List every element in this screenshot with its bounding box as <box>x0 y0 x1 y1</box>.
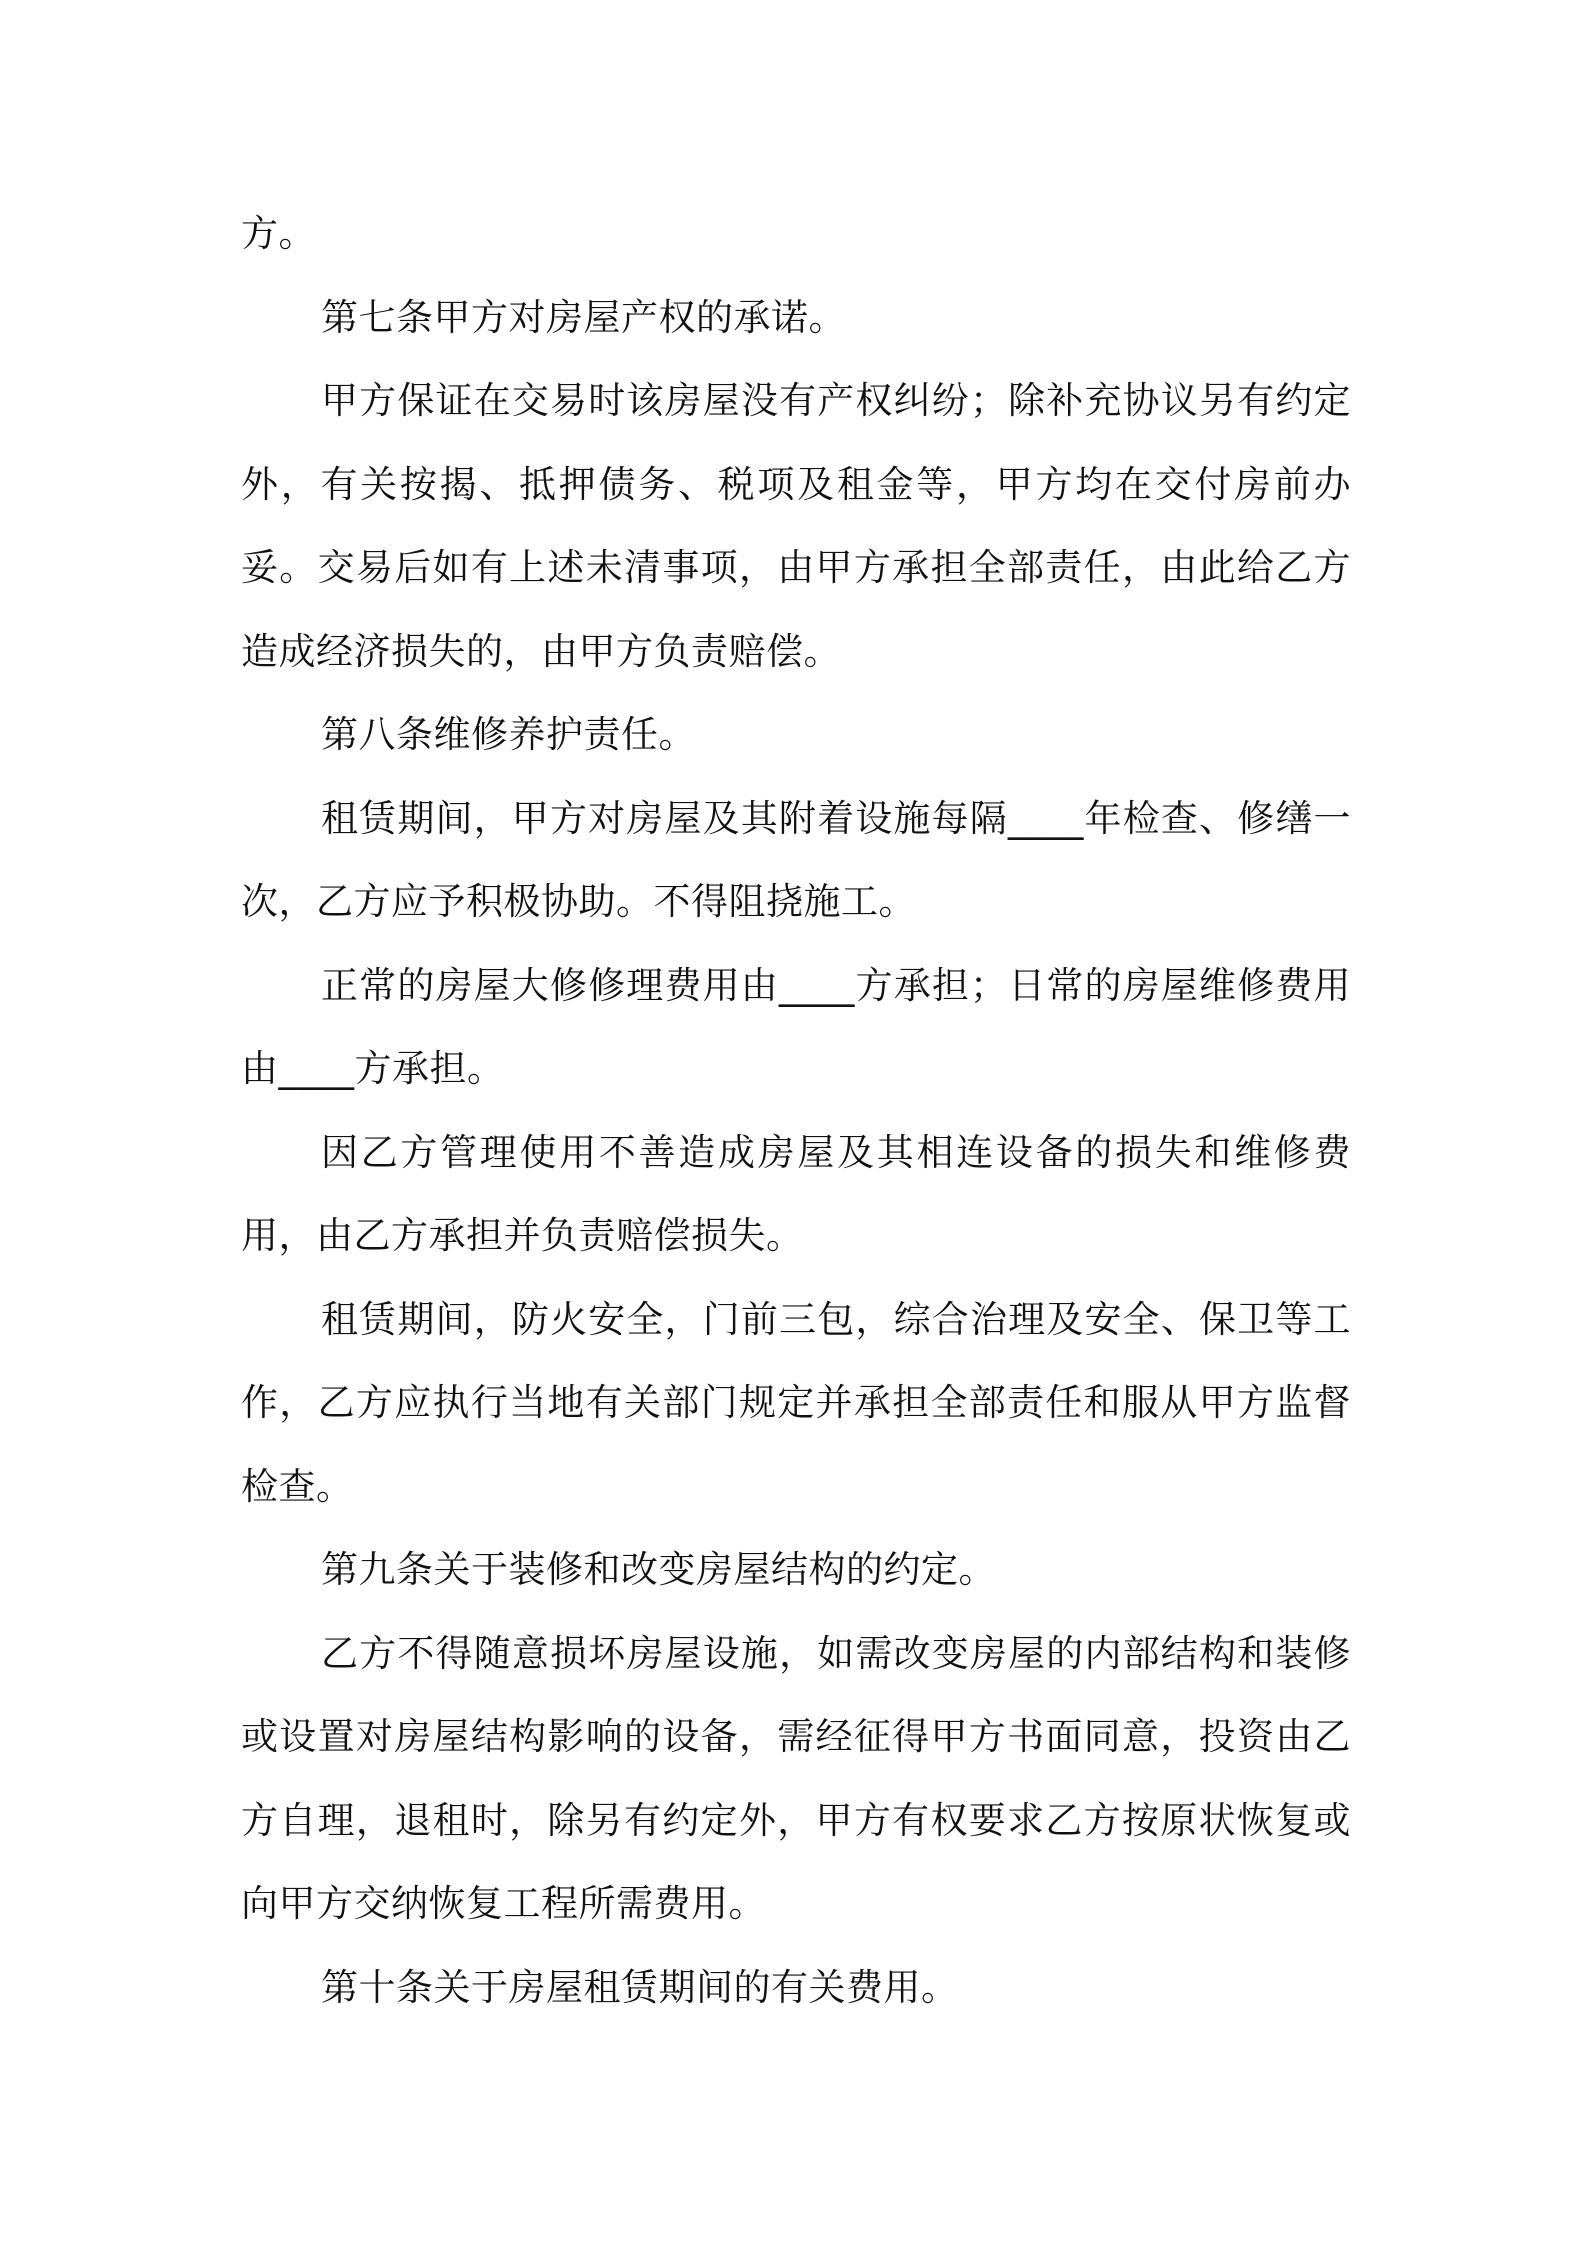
article-9-body: 乙方不得随意损坏房屋设施，如需改变房屋的内部结构和装修或设置对房屋结构影响的设备，需经征得甲方书面同意，投资由乙方自理，退租时，除另有约定外，甲方有权要求乙方按原状恢复或向甲方交纳恢复工程所需费用。 <box>241 1631 1351 1925</box>
article-8-repair-cost-clause: 正常的房屋大修修理费用由____方承担；日常的房屋维修费用由____方承担。 <box>241 963 1351 1090</box>
article-7-heading: 第七条甲方对房屋产权的承诺。 <box>321 295 846 339</box>
article-8-safety-clause: 租赁期间，防火安全，门前三包，综合治理及安全、保卫等工作，乙方应执行当地有关部门规定并承担全部责任和服从甲方监督检查。 <box>241 1297 1351 1508</box>
article-9-heading: 第九条关于装修和改变房屋结构的约定。 <box>321 1548 996 1591</box>
article-8-inspection-clause: 租赁期间，甲方对房屋及其附着设施每隔____年检查、修缮一次，乙方应予积极协助。不得阻挠施工。 <box>241 796 1351 923</box>
article-8-damage-clause: 因乙方管理使用不善造成房屋及其相连设备的损失和维修费用，由乙方承担并负责赔偿损失。 <box>241 1130 1351 1257</box>
article-7-body: 甲方保证在交易时该房屋没有产权纠纷；除补充协议另有约定外，有关按揭、抵押债务、税项及租金等，甲方均在交付房前办妥。交易后如有上述未清事项，由甲方承担全部责任，由此给乙方造成经济损失的，由甲方负责赔偿。 <box>241 379 1351 673</box>
document-body <box>241 192 1351 2029</box>
article-8-heading: 第八条维修养护责任。 <box>321 713 696 756</box>
article-10-heading: 第十条关于房屋租赁期间的有关费用。 <box>321 1965 959 2009</box>
paragraph-continuation: 方。 <box>241 212 316 255</box>
